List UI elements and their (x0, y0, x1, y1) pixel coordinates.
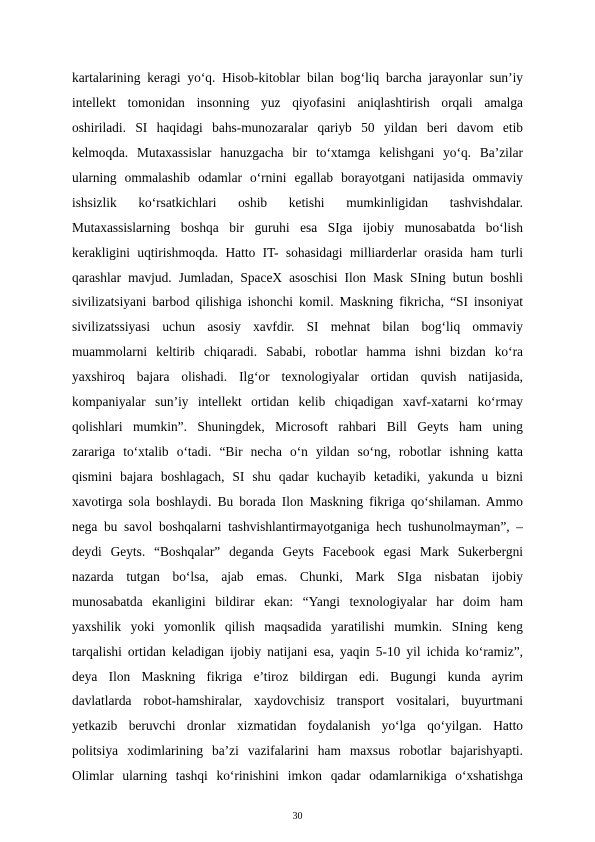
text-line: muammolarni keltirib chiqaradi. Sababi, robotlar hamma ishni bizdan ko‘ra (72, 344, 523, 360)
text-line: sivilizatssiyasi uchun asosiy xavfdir. SI mehnat bilan bog‘liq ommaviy (72, 319, 523, 335)
body-paragraph (72, 66, 523, 789)
text-line: ishsizlik ko‘rsatkichlari oshib ketishi mumkinligidan tashvishdalar. (72, 194, 523, 210)
text-line: yaxshiroq bajara olishadi. Ilg‘or texnologiyalar ortidan quvish natijasida, (72, 369, 523, 385)
text-line: yaxshilik yoki yomonlik qilish maqsadida yaratilishi mumkin. SIning keng (72, 618, 523, 634)
text-line: kerakligini uqtirishmoqda. Hatto IT- sohasidagi milliarderlar orasida ham turli (72, 244, 523, 260)
text-line: tarqalishi ortidan keladigan ijobiy natijani esa, yaqin 5-10 yil ichida ko‘ramiz”, (72, 643, 523, 659)
text-line: kartalarining keragi yo‘q. Hisob-kitoblar bilan bog‘liq barcha jarayonlar sun’iy (72, 70, 523, 85)
text-line: sivilizatsiyani barbod qilishiga ishonchi komil. Maskning fikricha, “SI insoniyat (72, 294, 523, 310)
text-line: munosabatda ekanligini bildirar ekan: “Yangi texnologiyalar har doim ham (72, 593, 523, 609)
text-line: politsiya xodimlarining ba’zi vazifalarini ham maxsus robotlar bajarishyapti. (72, 743, 523, 759)
text-line: oshiriladi. SI haqidagi bahs-munozaralar qariyb 50 yildan beri davom etib (72, 119, 523, 135)
text-line: qarashlar mavjud. Jumladan, SpaceX asoschisi Ilon Mask SIning butun boshli (72, 269, 523, 285)
text-line: deydi Geyts. “Boshqalar” deganda Geyts Facebook egasi Mark Sukerbergni (72, 543, 523, 559)
text-line: nega bu savol boshqalarni tashvishlantirmayotganiga hech tushunolmayman”, – (72, 518, 523, 534)
text-line: ularning ommalashib odamlar o‘rnini egallab borayotgani natijasida ommaviy (72, 169, 523, 185)
text-line: zarariga to‘xtalib o‘tadi. “Bir necha o‘n yildan so‘ng, robotlar ishning katta (72, 444, 523, 460)
text-line: qismini bajara boshlagach, SI shu qadar kuchayib ketadiki, yakunda u bizni (72, 469, 523, 484)
text-line: qolishlari mumkin”. Shuningdek, Microsoft rahbari Bill Geyts ham uning (72, 419, 523, 435)
text-line: deya Ilon Maskning fikriga e’tiroz bildirgan edi. Bugungi kunda ayrim (72, 668, 523, 684)
text-line: intellekt tomonidan insonning yuz qiyofasini aniqlashtirish orqali amalga (72, 94, 523, 110)
text-line: davlatlarda robot-hamshiralar, xaydovchisiz transport vositalari, buyurtmani (72, 693, 523, 709)
text-line: xavotirga sola boshlaydi. Bu borada Ilon Maskning fikriga qo‘shilaman. Ammo (72, 493, 523, 509)
page-number: 30 (292, 811, 303, 822)
text-line: Olimlar ularning tashqi ko‘rinishini imkon qadar odamlarnikiga o‘xshatishga (72, 768, 523, 784)
text-line: kelmoqda. Mutaxassislar hanuzgacha bir to‘xtamga kelishgani yo‘q. Ba’zilar (72, 144, 523, 160)
text-line: Mutaxassislarning boshqa bir guruhi esa SIga ijobiy munosabatda bo‘lish (72, 219, 523, 235)
text-line: nazarda tutgan bo‘lsa, ajab emas. Chunki, Mark SIga nisbatan ijobiy (72, 568, 523, 584)
text-line: yetkazib beruvchi dronlar xizmatidan foydalanish yo‘lga qo‘yilgan. Hatto (72, 718, 523, 734)
text-line: kompaniyalar sun’iy intellekt ortidan kelib chiqadigan xavf-xatarni ko‘rmay (72, 394, 523, 410)
